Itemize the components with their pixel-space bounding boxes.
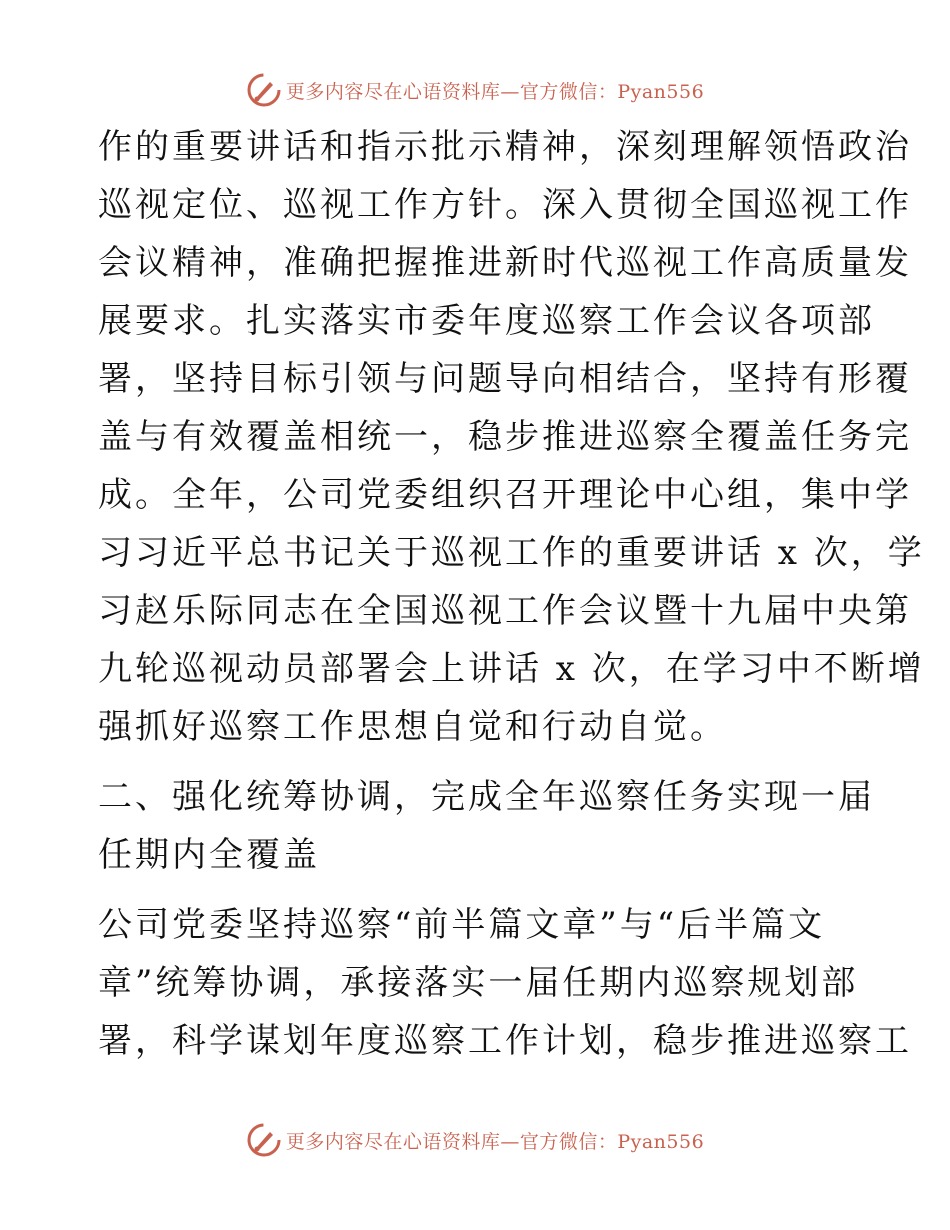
text-line: 公司党委坚持巡察“前半篇文章”与“后半篇文	[98, 905, 826, 945]
text-line: 展要求。扎实落实市委年度巡察工作会议各项部	[98, 301, 875, 341]
section-heading-2	[98, 768, 875, 884]
text-line: 盖与有效覆盖相统一，稳步推进巡察全覆盖任务完	[98, 417, 912, 457]
text-line: 习赵乐际同志在全国巡视工作会议暨十九届中央第	[98, 591, 912, 631]
watermark-text: 更多内容尽在心语资料库—官方微信：Pyan556	[285, 1130, 705, 1153]
text-line: 章”统筹协调，承接落实一届任期内巡察规划部	[98, 963, 859, 1003]
text-line: 署，坚持目标引领与问题导向相结合，坚持有形覆	[98, 359, 912, 399]
text-line: 作的重要讲话和指示批示精神，深刻理解领悟政治	[98, 127, 912, 167]
text-line: 成。全年，公司党委组织召开理论中心组，集中学	[98, 475, 912, 515]
paragraph-1	[98, 118, 925, 756]
text-line: 强抓好巡察工作思想自觉和行动自觉。	[98, 707, 727, 747]
text-line: 巡视定位、巡视工作方针。深入贯彻全国巡视工作	[98, 185, 912, 225]
brush-logo-icon	[246, 1122, 282, 1158]
watermark-header	[0, 70, 950, 110]
watermark-footer	[0, 1120, 950, 1160]
heading-line: 任期内全覆盖	[98, 835, 320, 875]
text-line: 会议精神，准确把握推进新时代巡视工作高质量发	[98, 243, 912, 283]
watermark-text: 更多内容尽在心语资料库—官方微信：Pyan556	[285, 80, 705, 103]
text-line: 九轮巡视动员部署会上讲话 x 次，在学习中不断增	[98, 649, 925, 689]
paragraph-2	[98, 896, 912, 1070]
heading-line: 二、强化统筹协调，完成全年巡察任务实现一届	[98, 777, 875, 817]
document-body	[98, 118, 925, 1070]
text-line: 署，科学谋划年度巡察工作计划，稳步推进巡察工	[98, 1021, 912, 1061]
brush-logo-icon	[246, 72, 282, 108]
text-line: 习习近平总书记关于巡视工作的重要讲话 x 次，学	[98, 533, 925, 573]
